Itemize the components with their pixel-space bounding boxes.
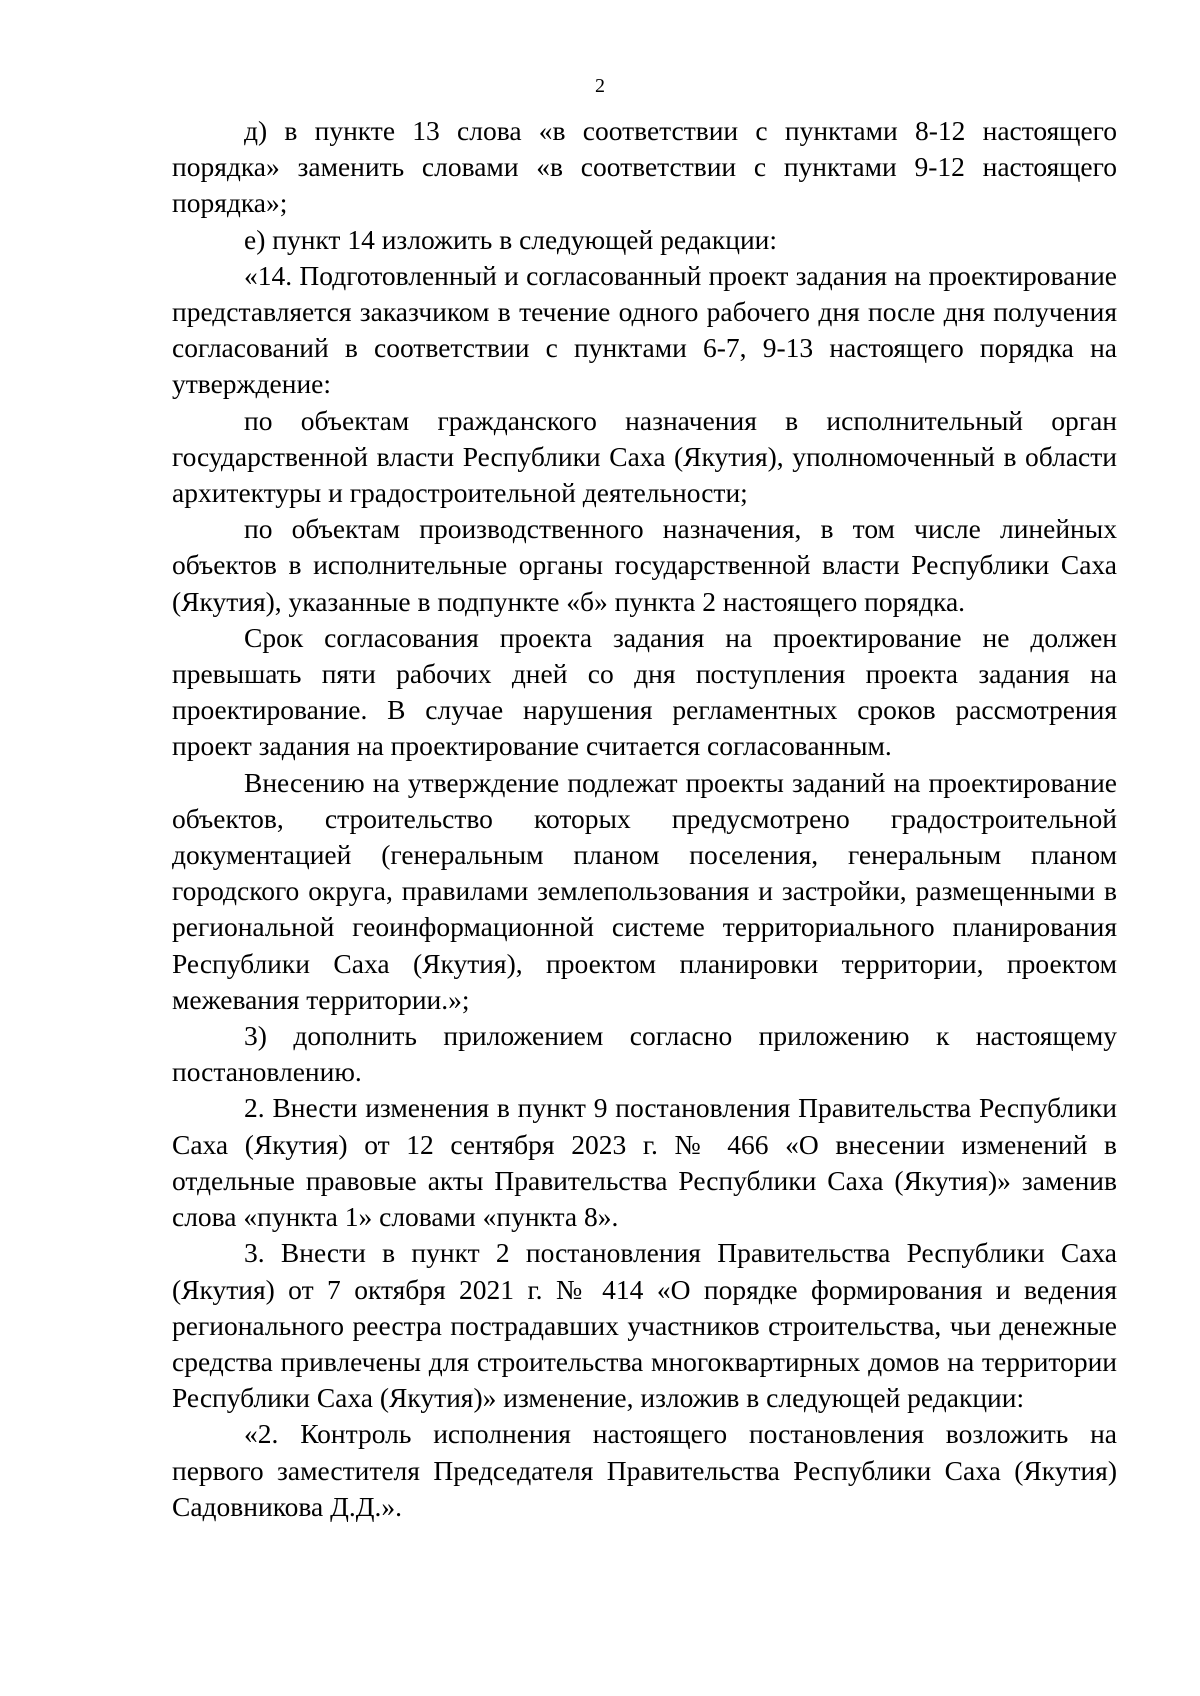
paragraph-section-3: 3. Внести в пункт 2 постановления Правительства Республики Саха (Якутия) от 7 октября 2021 г. № 414 «О порядке формирования и ведения регионального реестра пострадавших участников строительства, чьи денежные средства привлечены для строительства многоквартирных домов на территории Республики Саха (Якутия)» изменение, изложив в следующей редакции: [172, 1237, 1117, 1414]
paragraph-industrial-objects: по объектам производственного назначения, в том числе линейных объектов в исполнительные органы государственной власти Республики Саха (Якутия), указанные в подпункте «б» пункта 2 настоящего порядка. [172, 513, 1117, 617]
paragraph-subitem-d: д) в пункте 13 слова «в соответствии с пунктами 8-12 настоящего порядка» заменить словами «в соответствии с пунктами 9-12 настоящего порядка»; [172, 115, 1117, 219]
paragraph-subitem-3: 3) дополнить приложением согласно приложению к настоящему постановлению. [172, 1020, 1117, 1088]
paragraph-approval-scope: Внесению на утверждение подлежат проекты заданий на проектирование объектов, строительство которых предусмотрено градостроительной документацией (генеральным планом поселения, генеральным планом городского округа, правилами землепользования и застройки, размещенными в региональной геоинформационной системе территориального планирования Республики Саха (Якутия), проектом планировки территории, проектом межевания территории.»; [172, 766, 1117, 1015]
paragraph-section-2: 2. Внести изменения в пункт 9 постановления Правительства Республики Саха (Якутия) от 12 сентября 2023 г. № 466 «О внесении изменений в отдельные правовые акты Правительства Республики Саха (Якутия)» заменив слова «пункта 1» словами «пункта 8». [172, 1092, 1117, 1233]
paragraph-civil-objects: по объектам гражданского назначения в исполнительный орган государственной власти Республики Саха (Якутия), уполномоченный в области архитектуры и градостроительной деятельности; [172, 404, 1117, 509]
paragraph-item-14: «14. Подготовленный и согласованный проект задания на проектирование представляется заказчиком в течение одного рабочего дня после дня получения согласований в соответствии с пунктами 6-7, 9-13 настоящего порядка на утверждение: [172, 259, 1117, 400]
page-number: 2 [595, 75, 605, 97]
document-body [172, 113, 1117, 1525]
paragraph-approval-term: Срок согласования проекта задания на проектирование не должен превышать пяти рабочих дней со дня поступления проекта задания на проектирование. В случае нарушения регламентных сроков рассмотрения проект задания на проектирование считается согласованным. [172, 621, 1117, 762]
paragraph-control-clause: «2. Контроль исполнения настоящего постановления возложить на первого заместителя Председателя Правительства Республики Саха (Якутия) Садовникова Д.Д.». [172, 1418, 1117, 1522]
paragraph-subitem-e: е) пункт 14 изложить в следующей редакции: [244, 223, 778, 255]
